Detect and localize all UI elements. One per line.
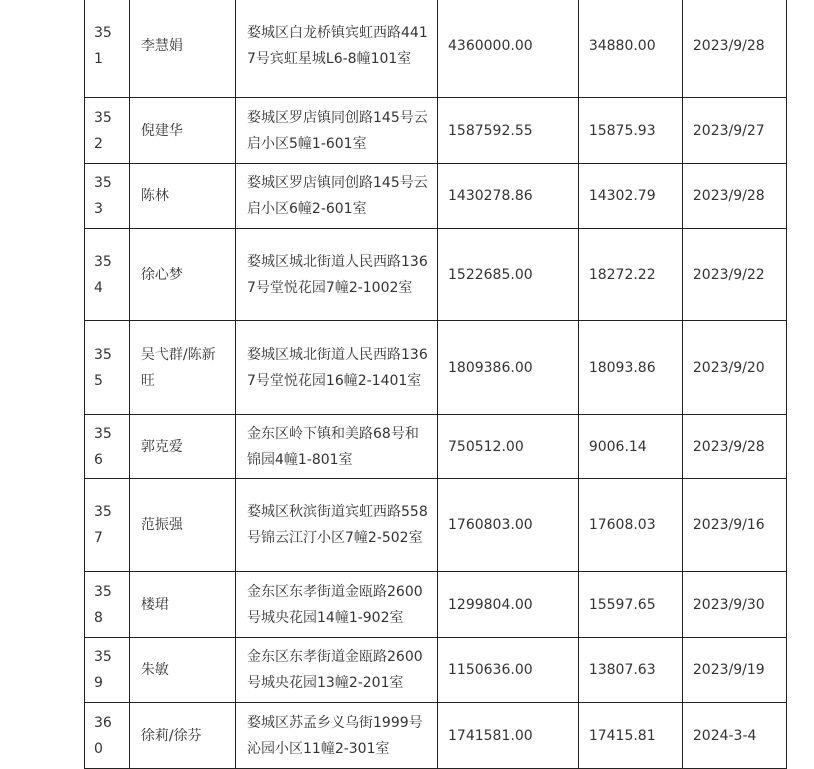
- owner-name: 徐心梦: [129, 229, 235, 321]
- property-address: 婺城区苏孟乡义乌街1999号沁园小区11幢2-301室: [236, 703, 438, 769]
- price-amount: 1150636.00: [438, 638, 579, 703]
- row-number: 354: [85, 229, 130, 321]
- price-amount: 1587592.55: [438, 98, 579, 164]
- owner-name: 徐莉/徐芬: [129, 703, 235, 769]
- tax-amount: 17608.03: [578, 479, 682, 572]
- record-date: 2023/9/28: [682, 415, 786, 479]
- row-number: 360: [85, 703, 130, 769]
- tax-amount: 15597.65: [578, 572, 682, 638]
- records-table: [84, 0, 787, 769]
- owner-name: 朱敏: [129, 638, 235, 703]
- row-number: 358: [85, 572, 130, 638]
- price-amount: 1430278.86: [438, 164, 579, 229]
- property-address: 婺城区罗店镇同创路145号云启小区5幢1-601室: [236, 98, 438, 164]
- price-amount: 750512.00: [438, 415, 579, 479]
- row-number: 351: [85, 0, 130, 98]
- owner-name: 陈林: [129, 164, 235, 229]
- tax-amount: 18272.22: [578, 229, 682, 321]
- price-amount: 1522685.00: [438, 229, 579, 321]
- property-address: 金东区岭下镇和美路68号和锦园4幢1-801室: [236, 415, 438, 479]
- row-number: 356: [85, 415, 130, 479]
- record-date: 2023/9/28: [682, 0, 786, 98]
- table-row: [85, 229, 787, 321]
- record-date: 2023/9/27: [682, 98, 786, 164]
- owner-name: 李慧娟: [129, 0, 235, 98]
- table-row: [85, 415, 787, 479]
- record-date: 2023/9/20: [682, 321, 786, 415]
- property-address: 婺城区白龙桥镇宾虹西路4417号宾虹星城L6-8幢101室: [236, 0, 438, 98]
- table-row: [85, 164, 787, 229]
- owner-name: 吴弋群/陈新旺: [129, 321, 235, 415]
- record-date: 2023/9/16: [682, 479, 786, 572]
- records-table-container: [84, 0, 787, 769]
- tax-amount: 13807.63: [578, 638, 682, 703]
- price-amount: 1741581.00: [438, 703, 579, 769]
- record-date: 2024-3-4: [682, 703, 786, 769]
- tax-amount: 14302.79: [578, 164, 682, 229]
- tax-amount: 18093.86: [578, 321, 682, 415]
- row-number: 357: [85, 479, 130, 572]
- tax-amount: 9006.14: [578, 415, 682, 479]
- price-amount: 1760803.00: [438, 479, 579, 572]
- row-number: 355: [85, 321, 130, 415]
- owner-name: 郭克爱: [129, 415, 235, 479]
- row-number: 353: [85, 164, 130, 229]
- price-amount: 1299804.00: [438, 572, 579, 638]
- table-row: [85, 0, 787, 98]
- table-row: [85, 572, 787, 638]
- record-date: 2023/9/28: [682, 164, 786, 229]
- table-row: [85, 321, 787, 415]
- table-row: [85, 638, 787, 703]
- property-address: 婺城区秋滨街道宾虹西路558号锦云江汀小区7幢2-502室: [236, 479, 438, 572]
- property-address: 金东区东孝街道金瓯路2600号城央花园13幢2-201室: [236, 638, 438, 703]
- table-row: [85, 479, 787, 572]
- record-date: 2023/9/22: [682, 229, 786, 321]
- price-amount: 4360000.00: [438, 0, 579, 98]
- row-number: 352: [85, 98, 130, 164]
- tax-amount: 15875.93: [578, 98, 682, 164]
- row-number: 359: [85, 638, 130, 703]
- price-amount: 1809386.00: [438, 321, 579, 415]
- owner-name: 楼珺: [129, 572, 235, 638]
- property-address: 婺城区城北街道人民西路1367号堂悦花园7幢2-1002室: [236, 229, 438, 321]
- tax-amount: 17415.81: [578, 703, 682, 769]
- property-address: 金东区东孝街道金瓯路2600号城央花园14幢1-902室: [236, 572, 438, 638]
- owner-name: 倪建华: [129, 98, 235, 164]
- record-date: 2023/9/19: [682, 638, 786, 703]
- property-address: 婺城区城北街道人民西路1367号堂悦花园16幢2-1401室: [236, 321, 438, 415]
- property-address: 婺城区罗店镇同创路145号云启小区6幢2-601室: [236, 164, 438, 229]
- table-row: [85, 703, 787, 769]
- table-row: [85, 98, 787, 164]
- tax-amount: 34880.00: [578, 0, 682, 98]
- owner-name: 范振强: [129, 479, 235, 572]
- record-date: 2023/9/30: [682, 572, 786, 638]
